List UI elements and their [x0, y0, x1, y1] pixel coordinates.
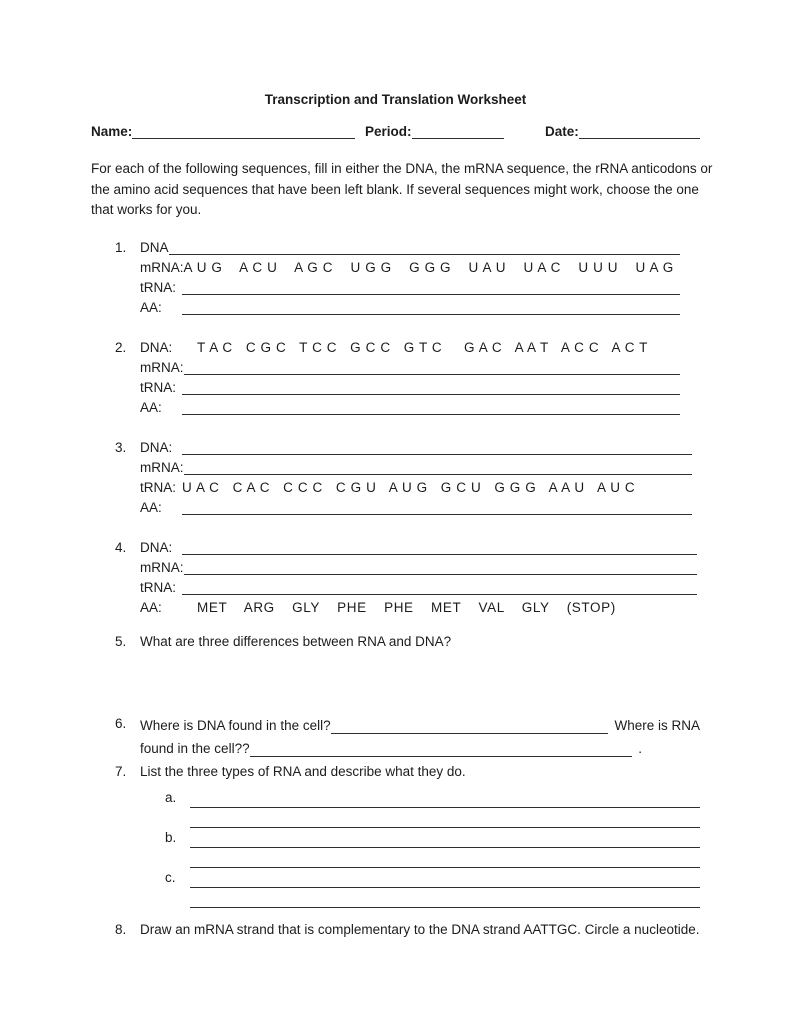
q6-line2-text: found in the cell?? — [140, 740, 250, 756]
q4-mrna-row — [140, 558, 700, 578]
q7-item-a-letter: a. — [165, 789, 177, 805]
q4-mrna-blank — [184, 573, 698, 575]
question-8 — [91, 920, 700, 940]
q6-line1-tail-text: Where is RNA — [614, 717, 700, 733]
q2-dna-label: DNA: — [140, 339, 173, 355]
q4-aa-label: AA: — [140, 599, 162, 615]
q7-item-a-blank-1 — [190, 788, 700, 808]
instructions-line-3: that works for you. — [91, 202, 202, 217]
question-3-body — [140, 438, 700, 518]
q4-aa-row — [140, 598, 700, 618]
q1-aa-row — [140, 298, 700, 318]
question-6 — [91, 714, 700, 760]
q7-item-c-letter: c. — [165, 869, 176, 885]
q2-aa-label: AA: — [140, 399, 162, 415]
q6-rna-location-blank — [250, 755, 633, 757]
q7-item-a — [140, 788, 700, 828]
question-5-number: 5. — [115, 633, 127, 649]
q2-dna-row — [140, 338, 700, 358]
q1-mrna-label: mRNA: — [140, 259, 184, 275]
question-8-body — [140, 920, 700, 940]
period-label: Period: — [365, 124, 412, 139]
question-1 — [91, 238, 700, 318]
question-8-number: 8. — [115, 921, 127, 937]
q3-dna-row — [140, 438, 700, 458]
q3-aa-row — [140, 498, 700, 518]
instructions-line-1: For each of the following sequences, fill in either the DNA, the mRNA sequence, the rRNA anticodons or — [91, 161, 713, 176]
q2-dna-sequence: T A C C G C T C C G C C G T C G A C A A T A C C A C T — [197, 339, 648, 355]
q3-mrna-label: mRNA: — [140, 459, 184, 475]
q2-mrna-row — [140, 358, 700, 378]
question-7-number: 7. — [115, 763, 127, 779]
q3-mrna-blank — [184, 473, 693, 475]
question-5 — [91, 632, 700, 652]
name-field — [91, 122, 355, 141]
q7-item-c-blank-2 — [190, 888, 700, 908]
q3-aa-blank — [182, 513, 692, 515]
date-blank — [579, 137, 700, 139]
question-4-number: 4. — [115, 539, 127, 555]
q6-line-1 — [140, 714, 700, 737]
question-5-text: What are three differences between RNA and DNA? — [140, 633, 452, 649]
period-field — [365, 122, 504, 141]
q7-item-c-lines — [190, 868, 700, 908]
instructions-text — [91, 159, 713, 221]
question-5-body — [140, 632, 700, 652]
q7-item-c-blank-1 — [190, 868, 700, 888]
question-2 — [91, 338, 700, 418]
q1-mrna-sequence: A U G A C U A G C U G G G G G U A U U A C U U U U A G — [183, 259, 674, 275]
q3-aa-label: AA: — [140, 499, 162, 515]
q2-trna-label: tRNA: — [140, 379, 177, 395]
question-6-body — [140, 714, 700, 760]
q1-trna-row — [140, 278, 700, 298]
q2-aa-row — [140, 398, 700, 418]
q4-dna-label: DNA: — [140, 539, 173, 555]
q3-trna-label: tRNA: — [140, 479, 177, 495]
q3-dna-label: DNA: — [140, 439, 173, 455]
q3-trna-sequence: U A C C A C C C C C G U A U G G C U G G G A A U A U C — [182, 479, 636, 495]
question-7-text: List the three types of RNA and describe what they do. — [140, 763, 466, 779]
header-fields — [91, 122, 700, 141]
q7-item-b-blank-2 — [190, 848, 700, 868]
q1-aa-label: AA: — [140, 299, 162, 315]
q2-aa-blank — [182, 413, 680, 415]
q1-trna-label: tRNA: — [140, 279, 177, 295]
q6-period: . — [638, 740, 642, 756]
q4-dna-blank — [182, 553, 697, 555]
q7-item-b-letter: b. — [165, 829, 177, 845]
q3-mrna-row — [140, 458, 700, 478]
q2-trna-row — [140, 378, 700, 398]
question-6-number: 6. — [115, 715, 127, 731]
q3-dna-blank — [182, 453, 692, 455]
name-blank — [132, 137, 355, 139]
date-label: Date: — [545, 124, 579, 139]
q4-mrna-label: mRNA: — [140, 559, 184, 575]
page-title: Transcription and Translation Worksheet — [264, 92, 527, 107]
q7-item-a-lines — [190, 788, 700, 828]
q1-trna-blank — [182, 293, 680, 295]
q6-line-2 — [140, 737, 700, 760]
q4-trna-row — [140, 578, 700, 598]
question-4-body — [140, 538, 700, 618]
instructions-line-2: the amino acid sequences that have been left blank. If several sequences might work, choose the one — [91, 181, 699, 197]
q1-mrna-row — [140, 258, 700, 278]
q7-item-b-lines — [190, 828, 700, 868]
q7-item-a-blank-2 — [190, 808, 700, 828]
question-3 — [91, 438, 700, 518]
question-2-number: 2. — [115, 339, 127, 355]
date-field — [545, 122, 700, 141]
question-8-text: Draw an mRNA strand that is complementary to the DNA strand AATTGC. Circle a nucleotide. — [140, 921, 700, 937]
q2-mrna-blank — [184, 373, 681, 375]
q1-dna-blank — [169, 253, 680, 255]
q4-dna-row — [140, 538, 700, 558]
q2-trna-blank — [182, 393, 680, 395]
q1-dna-label: DNA — [140, 239, 169, 255]
q1-aa-blank — [182, 313, 680, 315]
q1-dna-row — [140, 238, 700, 258]
q4-trna-blank — [182, 593, 697, 595]
question-1-body — [140, 238, 700, 318]
q6-line1-text: Where is DNA found in the cell? — [140, 717, 331, 733]
question-1-number: 1. — [115, 239, 127, 255]
q4-trna-label: tRNA: — [140, 579, 177, 595]
period-blank — [412, 137, 504, 139]
question-2-body — [140, 338, 700, 418]
q2-mrna-label: mRNA: — [140, 359, 184, 375]
q3-trna-row — [140, 478, 700, 498]
q4-aa-sequence: MET ARG GLY PHE PHE MET VAL GLY (STOP) — [197, 599, 616, 615]
q6-dna-location-blank — [331, 732, 609, 734]
q7-item-b — [140, 828, 700, 868]
question-7 — [91, 762, 700, 908]
question-4 — [91, 538, 700, 618]
name-label: Name: — [91, 124, 133, 139]
question-3-number: 3. — [115, 439, 127, 455]
q7-item-c — [140, 868, 700, 908]
question-7-body — [140, 762, 700, 908]
q7-item-b-blank-1 — [190, 828, 700, 848]
